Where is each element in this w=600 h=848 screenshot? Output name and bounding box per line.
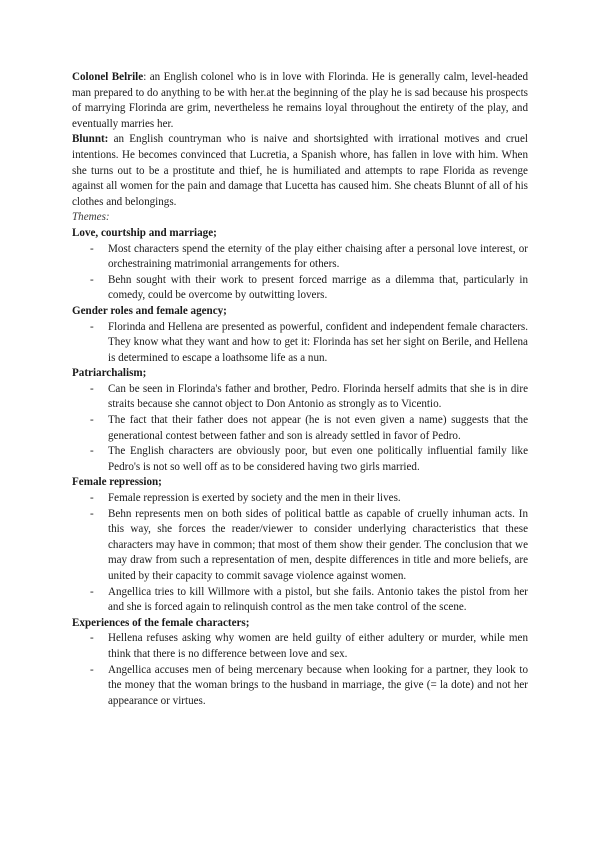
character-name: Colonel Belrile <box>72 71 144 83</box>
section-heading: Gender roles and female agency; <box>72 304 227 317</box>
list-item: - Female repression is exerted by society and the men in their lives. <box>90 492 401 505</box>
list-item: - The fact that their father does not appear (he is not even given a name) suggests that the generational contest between father and son is already settled in favor of Pedro. <box>90 414 528 442</box>
section-heading: Experiences of the female characters; <box>72 616 250 629</box>
list-item: - Behn represents men on both sides of political battle as capable of cruelly inhuman acts. In this way, she forces the reader/viewer to consider underlying characteristics that these characters may have in common; that most of them show their gender. The conclusion that we may draw from such a representation of men, despite differences in title and more beliefs, are united by their capacity to commit savage violence against women. <box>90 507 528 582</box>
list-item: - The English characters are obviously poor, but even one politically influential family like Pedro's is not so well off as to be considered having two girls married. <box>90 445 528 473</box>
character-belrile: Colonel Belrile: an English colonel who is in love with Florinda. He is generally calm, level-headed man prepared to do anything to be with her.at the beginning of the play he is sad because his prospects of marrying Florinda are grim, nevertheless he remains loyal throughout the entirety of the play, and eventually marries her. <box>72 71 529 130</box>
bullet-list <box>72 320 528 367</box>
list-item: - Angellica tries to kill Willmore with a pistol, but she fails. Antonio takes the pistol from her and she is forced again to relinquish control as the men take control of the scene. <box>90 585 528 614</box>
bullet-list <box>72 242 528 304</box>
list-item: - Most characters spend the eternity of the play either chaising after a personal love interest, or orchestraining matrimonial arrangements for others. <box>90 242 528 271</box>
document-page <box>72 70 528 709</box>
list-item: - Hellena refuses asking why women are held guilty of either adultery or murder, while men think that there is no difference between love and sex. <box>90 632 528 660</box>
character-blunnt <box>72 132 528 210</box>
bullet-list <box>72 491 528 616</box>
section-heading: Female repression; <box>72 476 162 489</box>
list-item: - Angellica accuses men of being mercenary because when looking for a partner, they look to the money that the woman brings to the husband in marriage, the give (= la dote) and not her appearance or virtues. <box>90 663 528 707</box>
themes-label: Themes: <box>72 211 110 224</box>
character-description: an English countryman who is naive and shortsighted with irrational motives and cruel intentions. He becomes convinced that Lucretia, a Spanish whore, has fallen in love with him. When she turns out to be a prostitute and thief, he is humiliated and attempts to rape Florida as revenge against all women for the pain and damage that Lucetta has caused him. She cheats Blunnt of all of his clothes and belongings. <box>72 133 528 208</box>
section-heading: Love, courtship and marriage; <box>72 226 217 239</box>
character-description: an English colonel who is in love with Florinda. He is generally calm, level-headed man prepared to do anything to be with her.at the beginning of the play he is sad because his prospects of marrying Florinda are grim, nevertheless he remains loyal throughout the entirety of the play, and eventually marries her. <box>72 71 529 130</box>
character-name: Blunnt: <box>72 133 109 146</box>
bullet-list <box>72 382 528 476</box>
section-heading: Patriarchalism; <box>72 367 147 380</box>
bullet-list <box>72 631 528 709</box>
list-item: - Florinda and Hellena are presented as powerful, confident and independent female characters. They know what they want and how to get it: Florinda has set her sight on Berile, and Hellena is determined to escape a loathsome life as a nun. <box>90 320 528 364</box>
list-item: - Can be seen in Florinda's father and brother, Pedro. Florinda herself admits that she is in dire straits because she cannot object to Don Antonio as strongly as to Vicentio. <box>90 382 528 411</box>
list-item: - Behn sought with their work to present forced marrige as a dilemma that, particularly in comedy, could be overcome by outwitting lovers. <box>90 273 528 302</box>
